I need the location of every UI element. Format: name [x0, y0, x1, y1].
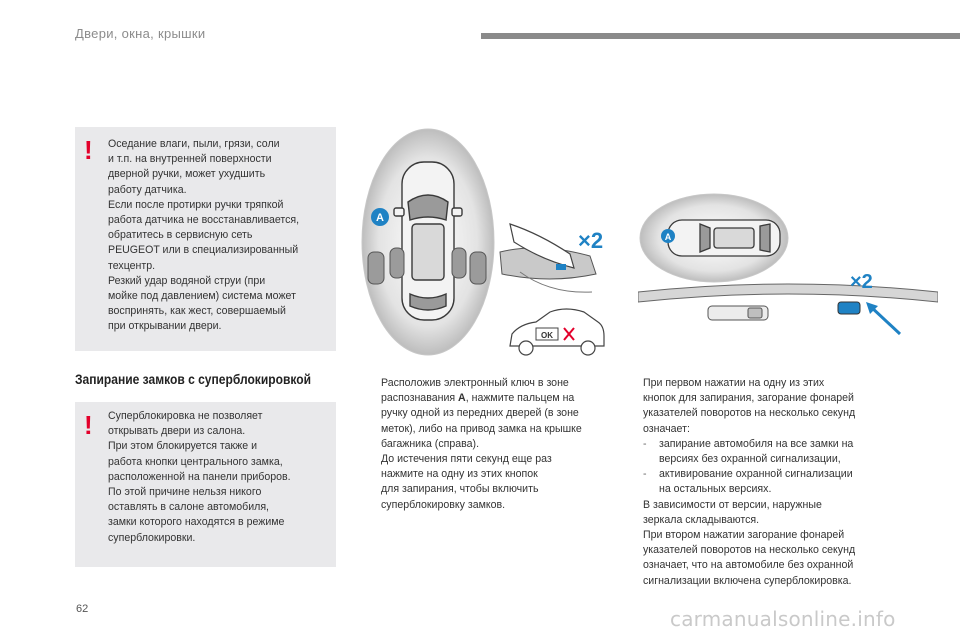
text-line: ручку одной из передних дверей (в зоне: [381, 407, 579, 420]
text-line: Оседание влаги, пыли, грязи, соли: [108, 138, 280, 150]
text-line: нажмите на одну из этих кнопок: [381, 468, 538, 481]
text-line: указателей поворотов на несколько секунд: [643, 407, 856, 420]
watermark: carmanualsonline.info: [670, 607, 896, 631]
page-number: 62: [76, 603, 89, 615]
text-line: Если после протирки ручки тряпкой: [108, 198, 284, 211]
text-line: зеркала складываются.: [643, 513, 760, 526]
list-item: - активирование охранной сигнализации: [643, 467, 855, 482]
text-line: замки которого находятся в режиме: [108, 516, 285, 529]
text-line: При втором нажатии загорание фонарей: [643, 529, 845, 542]
text-line: При первом нажатии на одну из этих: [643, 377, 825, 389]
text-line: расположенной на панели приборов.: [108, 470, 291, 483]
text-line: указателей поворотов на несколько секунд: [643, 544, 856, 557]
warning-text: [108, 137, 330, 335]
list-item: Расположив электронный ключ в зоне: [381, 377, 569, 389]
page-header-title: Двери, окна, крышки: [75, 26, 206, 41]
text-line: означает:: [643, 422, 690, 435]
list-item: - запирание автомобиля на все замки на: [643, 437, 855, 452]
car-top-view: [668, 220, 780, 256]
text-line: техцентр.: [108, 259, 156, 272]
zone-a-label: A: [376, 212, 384, 224]
warning-icon: !: [84, 410, 93, 440]
text-line: обратитесь в сервисную сеть: [108, 229, 253, 242]
list-item: До истечения пяти секунд еще раз: [381, 453, 552, 466]
instructions-middle: [365, 376, 582, 513]
text-line: воспринять, как жест, совершаемый: [108, 305, 286, 318]
warning-box-sensor: [75, 127, 336, 351]
text-line: распознавания A, нажмите пальцем на: [381, 392, 575, 405]
warning-icon: !: [84, 135, 93, 165]
text-line: и т.п. на внутренней поверхности: [108, 153, 272, 166]
text-line: багажника (справа).: [381, 437, 480, 450]
text-line: при открывании двери.: [108, 320, 222, 333]
text-line: мойке под давлением) система может: [108, 290, 296, 303]
zone-a-label: A: [664, 232, 672, 242]
dash-marker: -: [643, 468, 647, 481]
text-line: PEUGEOT или в специализированный: [108, 244, 299, 257]
illustration-handle-lock: [360, 124, 620, 364]
text-line: При этом блокируется также и: [108, 440, 258, 453]
text-line: кнопок для запирания, загорание фонарей: [643, 392, 854, 405]
instructions-right: [643, 376, 855, 589]
text-line: для запирания, чтобы включить: [381, 483, 539, 496]
section-title: Запирание замков с суперблокировкой: [75, 371, 311, 387]
zone-reference: A: [458, 392, 466, 405]
dash-marker: -: [643, 437, 647, 450]
header-bar: [481, 33, 960, 39]
text-line: Суперблокировка не позволяет: [108, 410, 263, 422]
warning-box-superlock: [75, 402, 336, 567]
text-line: открывать двери из салона.: [108, 425, 246, 438]
text-line: оставлять в салоне автомобиля,: [108, 501, 270, 514]
multiplier-label: ×2: [850, 271, 873, 293]
text-line: дверной ручки, может ухудшить: [108, 168, 266, 181]
text-line: суперблокировку замков.: [381, 498, 506, 511]
text-line: меток), либо на привод замка на крышке: [381, 422, 582, 435]
text-line: работа кнопки центрального замка,: [108, 455, 283, 468]
warning-text: [108, 409, 330, 546]
text-line: По этой причине нельзя никого: [108, 486, 262, 499]
text-line: суперблокировки.: [108, 531, 196, 544]
text-line: В зависимости от версии, наружные: [643, 498, 822, 511]
text-line: работа датчика не восстанавливается,: [108, 214, 300, 227]
illustration-tailgate-lock: [638, 190, 938, 340]
text-line: версиях без охранной сигнализации,: [659, 453, 841, 466]
text-line: на остальных версиях.: [659, 483, 772, 496]
text-line: работу датчика.: [108, 183, 187, 196]
ok-label: OK: [541, 331, 553, 340]
text-line: Резкий удар водяной струи (при: [108, 274, 266, 287]
tailgate-illustration: [638, 284, 938, 334]
multiplier-label: ×2: [578, 228, 604, 253]
text-line: означает, что на автомобиле без охранной: [643, 559, 854, 572]
text-line: сигнализации включена суперблокировка.: [643, 574, 852, 587]
car-top-view: [394, 162, 462, 320]
